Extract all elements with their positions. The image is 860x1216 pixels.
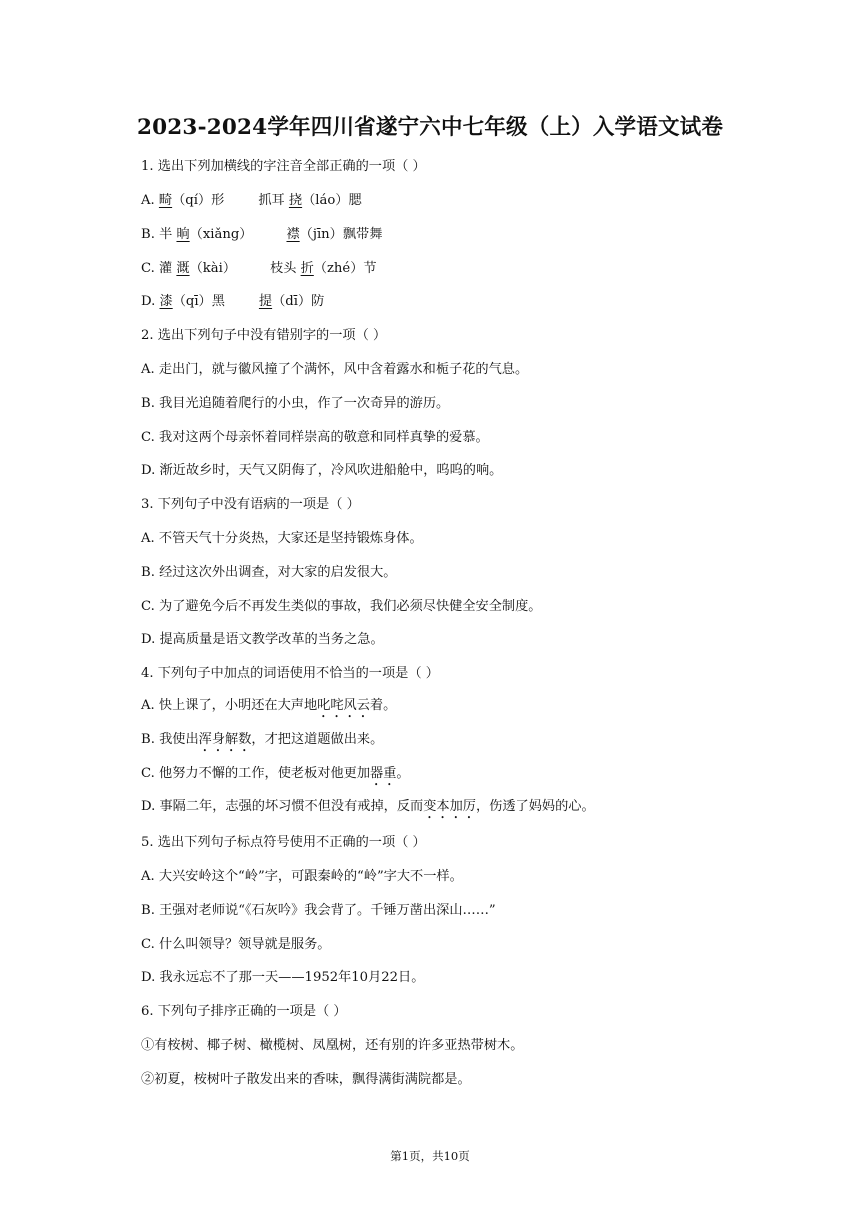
q1-option-c: C. 灌 溉（kài） 枝头 折（zhé）节 — [141, 261, 377, 276]
page-footer: 第1页，共10页 — [390, 1149, 470, 1163]
q2-option-d: D. 渐近故乡时，天气又阴侮了，冷风吹进船舱中，呜呜的响。 — [141, 463, 503, 478]
q2-option-b: B. 我目光追随着爬行的小虫，作了一次奇异的游历。 — [141, 396, 450, 411]
q6-sentence-1: ①有桉树、椰子树、橄榄树、凤凰树，还有别的许多亚热带树木。 — [141, 1038, 524, 1053]
q5-option-a: A. 大兴安岭这个“岭”字，可跟秦岭的“岭”字大不一样。 — [141, 869, 463, 884]
underlined-char: 溉 — [176, 261, 190, 276]
dotted-phrase: 变本加厉 — [423, 799, 476, 814]
q4-option-a: A. 快上课了，小明还在大声地叱咤风云着。 — [141, 698, 397, 713]
q5-stem: 5. 选出下列句子标点符号使用不正确的一项（ ） — [141, 835, 426, 850]
underlined-char: 襟 — [286, 227, 300, 242]
q5-option-b: B. 王强对老师说“《石灰吟》我会背了。千锤万凿出深山……” — [141, 903, 496, 918]
q4-stem: 4. 下列句子中加点的词语使用不恰当的一项是（ ） — [141, 666, 439, 681]
exam-title: 2023-2024学年四川省遂宁六中七年级（上）入学语文试卷 — [136, 115, 724, 140]
q2-stem: 2. 选出下列句子中没有错别字的一项（ ） — [141, 328, 387, 343]
q1-option-d: D. 漆（qī）黑 提（dī）防 — [141, 294, 325, 309]
underlined-char: 提 — [258, 294, 273, 309]
q3-option-b: B. 经过这次外出调查，对大家的启发很大。 — [141, 565, 397, 580]
dotted-phrase: 器重 — [370, 766, 397, 781]
underlined-char: 挠 — [288, 193, 303, 208]
q4-option-d: D. 事隔二年，志强的坏习惯不但没有戒掉，反而变本加厉，伤透了妈妈的心。 — [141, 799, 595, 814]
underlined-char: 畸 — [158, 193, 173, 208]
q2-option-a: A. 走出门，就与徽风撞了个满怀，风中含着露水和栀子花的气息。 — [141, 362, 529, 377]
q1-option-a: A. 畸（qí）形 抓耳 挠（láo）腮 — [141, 193, 362, 208]
q3-option-a: A. 不管天气十分炎热，大家还是坚持锻炼身体。 — [141, 531, 423, 546]
q2-option-c: C. 我对这两个母亲怀着同样崇高的敬意和同样真挚的爱慕。 — [141, 430, 489, 445]
q5-option-c: C. 什么叫领导？领导就是服务。 — [141, 937, 331, 952]
dotted-phrase: 叱咤风云 — [317, 698, 370, 713]
q1-stem: 1. 选出下列加横线的字注音全部正确的一项（ ） — [141, 159, 426, 174]
q3-option-c: C. 为了避免今后不再发生类似的事故，我们必须尽快健全安全制度。 — [141, 599, 542, 614]
q4-option-b: B. 我使出浑身解数，才把这道题做出来。 — [141, 732, 384, 747]
underlined-char: 晌 — [176, 227, 190, 242]
q1-option-b: B. 半 晌（xiǎng） 襟（jīn）飘带舞 — [141, 227, 383, 242]
underlined-char: 漆 — [159, 294, 173, 309]
q5-option-d: D. 我永远忘不了那一天——1952年10月22日。 — [141, 970, 425, 985]
q4-option-c: C. 他努力不懈的工作，使老板对他更加器重。 — [141, 766, 410, 781]
underlined-char: 折 — [300, 261, 314, 276]
q6-sentence-2: ②初夏，桉树叶子散发出来的香味，飘得满街满院都是。 — [141, 1072, 471, 1087]
q6-stem: 6. 下列句子排序正确的一项是（ ） — [141, 1004, 347, 1019]
q3-stem: 3. 下列句子中没有语病的一项是（ ） — [141, 497, 360, 512]
q3-option-d: D. 提高质量是语文教学改革的当务之急。 — [141, 632, 384, 647]
dotted-phrase: 浑身解数 — [198, 732, 252, 747]
